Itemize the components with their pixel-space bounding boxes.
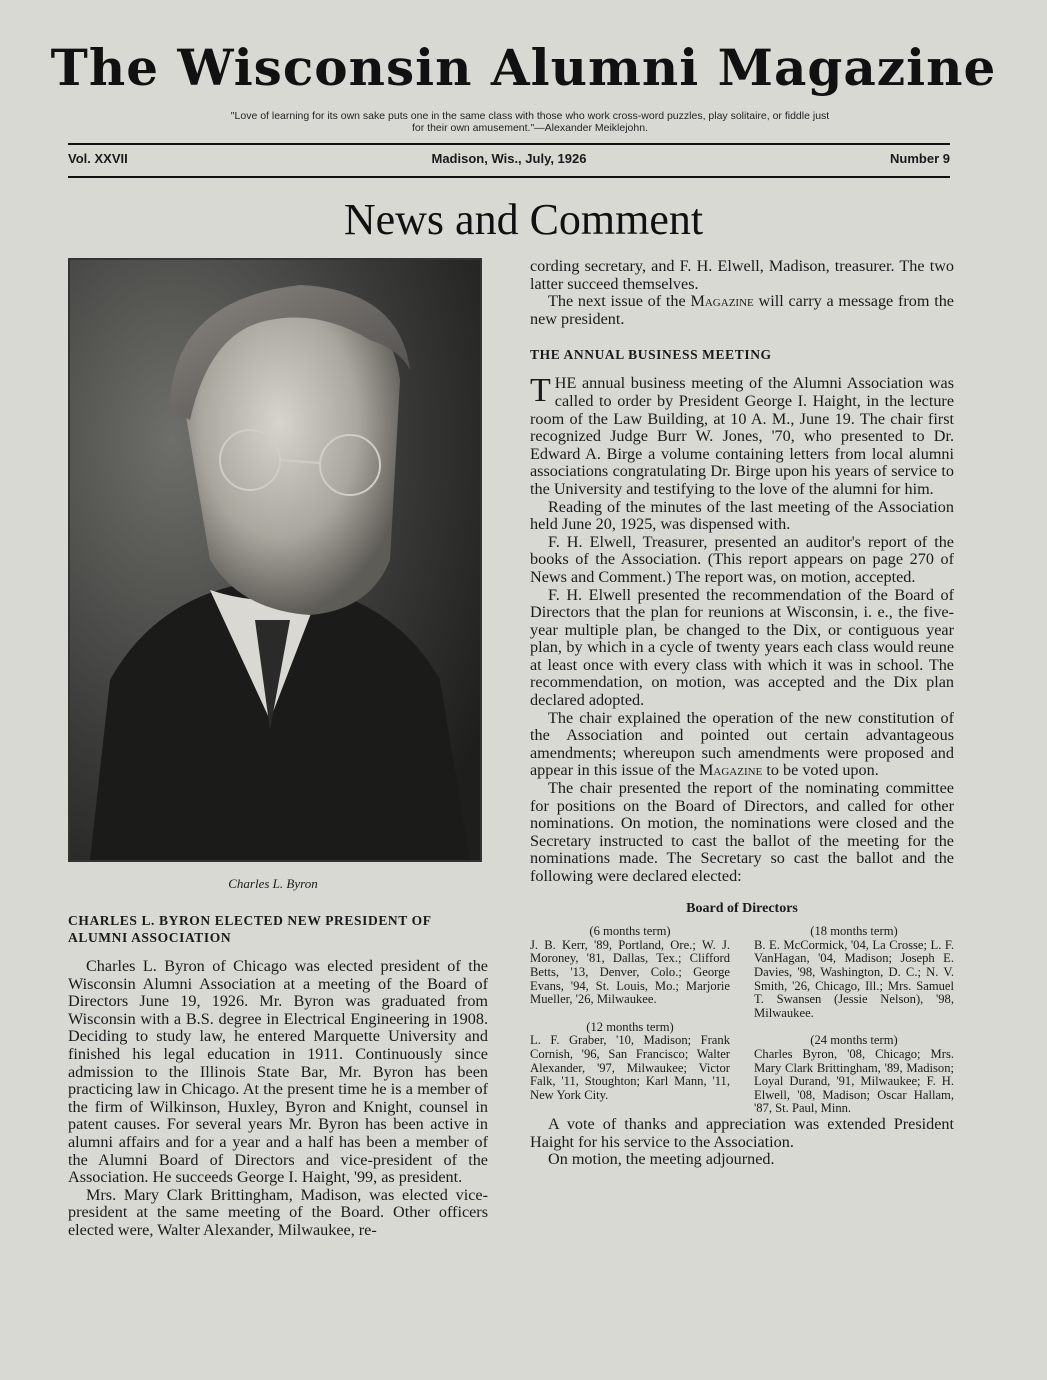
article-paragraph: Mrs. Mary Clark Brittingham, Madison, was elected vice-president at the same meeting of the Board. Other officers elected were, Walter Alexander, Milwaukee, re- [68, 1185, 488, 1239]
article-paragraph: F. H. Elwell presented the recommendation of the Board of Directors that the plan for reunions at Wisconsin, i. e., the five-year multiple plan, be changed to the Dix, or contiguous year plan, by which in a cycle of twenty years each class would reune at least once with every class with which it was in school. The recommendation, on motion, was accepted and the Dix plan declared adopted. [530, 585, 954, 710]
term-label: (12 months term) [586, 1019, 674, 1034]
drop-cap: T [530, 372, 551, 410]
article-paragraph: Reading of the minutes of the last meeting of the Association held June 20, 1925, was dispensed with. [530, 497, 954, 534]
term-label: (24 months term) [810, 1033, 898, 1048]
article-paragraph: A vote of thanks and appreciation was extended President Haight for his service to the Association. [530, 1114, 954, 1151]
term-label: (18 months term) [810, 924, 898, 939]
board-title: Board of Directors [686, 900, 798, 916]
portrait-photo [68, 258, 482, 862]
article-headline: CHARLES L. BYRON ELECTED NEW PRESIDENT OF ALUMNI ASSOCIATION [68, 913, 432, 945]
magazine-masthead: The Wisconsin Alumni Magazine [50, 38, 997, 97]
issue-date: Madison, Wis., July, 1926 [431, 151, 587, 166]
article-paragraph: F. H. Elwell, Treasurer, presented an auditor's report of the books of the Association. (This report appears on page 270 of News and Comment.) The report was, on motion, accepted. [530, 532, 954, 586]
left-column [68, 912, 488, 1240]
term-names: B. E. McCormick, '04, La Crosse; L. F. VanHagan, '04, Madison; Joseph E. Davies, '98, Washington, D. C.; N. V. Smith, '26, Chicago, Ill.; Mrs. Samuel T. Swansen (Jessie Nelson), '98, Milwaukee. [754, 937, 954, 1020]
bottom-rule [68, 176, 950, 178]
section-headline: THE ANNUAL BUSINESS MEETING [530, 347, 772, 363]
article-paragraph: The next issue of the Magazine will carry a message from the new president. [530, 292, 954, 328]
issue-number: Number 9 [890, 151, 950, 166]
term-names: L. F. Graber, '10, Madison; Frank Cornish, '96, San Francisco; Walter Alexander, '97, Milwaukee; Victor Falk, '11, Stoughton; Karl Mann, '11, New York City. [530, 1033, 730, 1102]
article-paragraph: Charles L. Byron of Chicago was elected president of the Wisconsin Alumni Association at a meeting of the Board of Directors June 19, 1926. Mr. Byron was graduated from Wisconsin with a B.S. degree in Electrical Engineering in 1908. Deciding to study law, he entered Marquette University and finished his legal education in 1911. Continuously since admission to the Illinois State Bar, Mr. Byron has been practicing law in Chicago. At the present time he is a member of the firm of Wilkinson, Huxley, Byron and Knight, counsel in patent causes. For several years Mr. Byron has been active in alumni affairs and for a year and a half has been a member of the Alumni Board of Directors and vice-president of the Association. He succeeds George I. Haight, '99, as president. [68, 957, 488, 1187]
masthead-quote: "Love of learning for its own sake puts one in the same class with those who work cross-word puzzles, play solitaire, or fiddle just for their own amusement."—Alexander Meiklejohn. [230, 110, 830, 134]
article-paragraph: cording secretary, and F. H. Elwell, Madison, treasurer. The two latter succeed themselves. [530, 257, 954, 293]
portrait-image [70, 260, 480, 860]
issue-volume: Vol. XXVII [68, 151, 128, 166]
article-paragraph: The chair presented the report of the nominating committee for positions on the Board of Directors, and called for other nominations. On motion, the nominations were closed and the Secretary instructed to cast the ballot of the meeting for the nominations made. The Secretary so cast the ballot and the following were declared elected: [530, 779, 954, 885]
article-paragraph: On motion, the meeting adjourned. [548, 1150, 775, 1169]
term-names: J. B. Kerr, '89, Portland, Ore.; W. J. Moroney, '81, Dallas, Tex.; Clifford Betts, '13, Denver, Colo.; George Evans, '94, St. Louis, Mo.; Marjorie Mueller, '26, Milwaukee. [530, 937, 730, 1007]
section-title: News and Comment [343, 195, 704, 244]
photo-caption: Charles L. Byron [228, 876, 318, 891]
top-rule [68, 143, 950, 145]
article-paragraph: The chair explained the operation of the new constitution of the Association and pointed out certain advantageous amendments; whereupon such amendments were proposed and appear in this issue of the Magazine to be voted upon. [530, 708, 954, 780]
article-paragraph: THE annual business meeting of the Alumni Association was called to order by President George I. Haight, in the lecture room of the Law Building, at 10 A. M., June 19. The chair first recognized Judge Burr W. Jones, '70, who presented to Dr. Edward A. Birge a volume containing letters from local alumni associations congratulating Dr. Birge upon his years of service to the University and testifying to the love of the alumni for him. [530, 372, 954, 498]
right-column [530, 258, 954, 1169]
term-label: (6 months term) [589, 924, 671, 939]
board-list [530, 921, 954, 1116]
term-names: Charles Byron, '08, Chicago; Mrs. Mary Clark Brittingham, '89, Madison; Loyal Durand, '91, Milwaukee; F. H. Elwell, '08, Madison; Oscar Hallam, '87, St. Paul, Minn. [754, 1046, 954, 1116]
